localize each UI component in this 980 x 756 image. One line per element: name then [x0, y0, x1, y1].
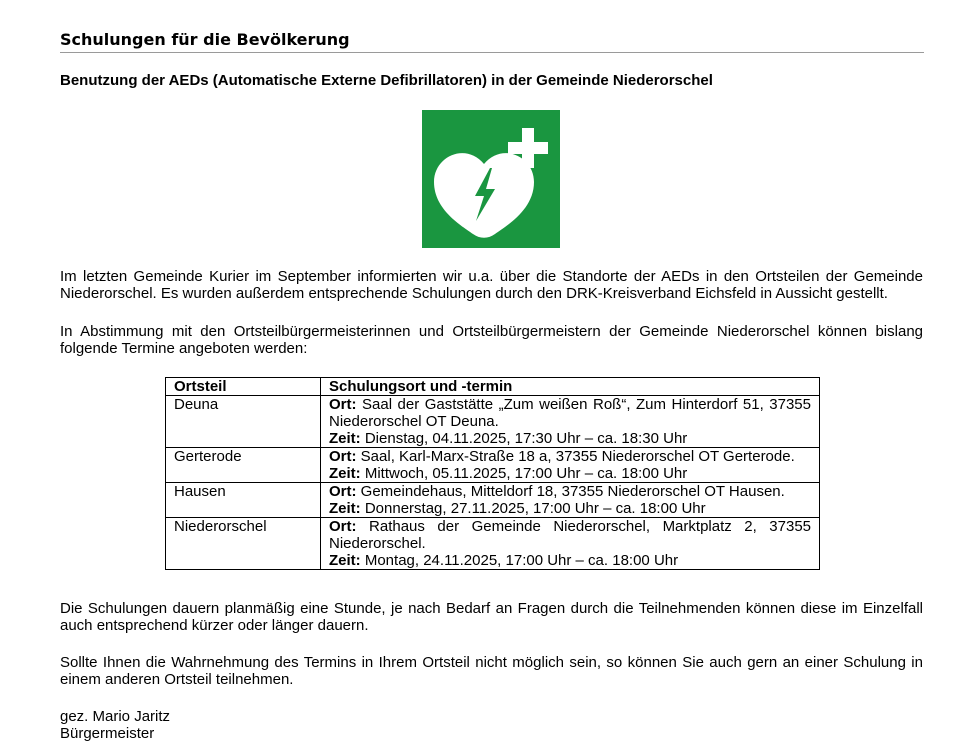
location-text: Saal, Karl-Marx-Straße 18 a, 37355 Niederorschel OT Gerterode.	[360, 448, 795, 465]
signature-role: Bürgermeister	[60, 725, 155, 742]
table-header-row	[166, 378, 820, 396]
ortsteil-cell: Deuna	[166, 396, 321, 448]
time-line	[329, 430, 811, 447]
table-row	[166, 448, 820, 483]
location-text: Saal der Gaststätte „Zum weißen Roß“, Zum Hinterdorf 51, 37355 Niederorschel OT Deuna.	[329, 396, 811, 430]
time-text: Donnerstag, 27.11.2025, 17:00 Uhr – ca. 18:00 Uhr	[364, 500, 706, 517]
zeit-label: Zeit:	[329, 465, 361, 482]
ortsteil-cell: Gerterode	[166, 448, 321, 483]
schedule-table	[165, 377, 820, 570]
zeit-label: Zeit:	[329, 500, 361, 517]
location-text: Gemeindehaus, Mitteldorf 18, 37355 Niederorschel OT Hausen.	[360, 483, 785, 500]
details-cell	[321, 396, 820, 448]
ort-label: Ort:	[329, 518, 357, 535]
zeit-label: Zeit:	[329, 430, 361, 447]
ort-label: Ort:	[329, 396, 357, 413]
signature-name: gez. Mario Jaritz	[60, 708, 171, 725]
duration-paragraph: Die Schulungen dauern planmäßig eine Stunde, je nach Bedarf an Fragen durch die Teilnehmenden können diese im Einzelfall auch entsprechend kürzer oder länger dauern.	[60, 600, 923, 634]
schedule-intro-paragraph: In Abstimmung mit den Ortsteilbürgermeisterinnen und Ortsteilbürgermeistern der Gemeinde Niederorschel können bislang folgende Termine angeboten werden:	[60, 323, 923, 357]
alternative-paragraph: Sollte Ihnen die Wahrnehmung des Termins in Ihrem Ortsteil nicht möglich sein, so können Sie auch gern an einer Schulung in einem anderen Ortsteil teilnehmen.	[60, 654, 923, 688]
time-text: Montag, 24.11.2025, 17:00 Uhr – ca. 18:00 Uhr	[364, 552, 679, 569]
location-line	[329, 483, 811, 500]
time-line	[329, 500, 811, 517]
time-line	[329, 552, 811, 569]
section-subtitle: Benutzung der AEDs (Automatische Externe Defibrillatoren) in der Gemeinde Niederorschel	[60, 72, 713, 89]
ortsteil-cell: Niederorschel	[166, 518, 321, 570]
zeit-label: Zeit:	[329, 552, 361, 569]
time-text: Mittwoch, 05.11.2025, 17:00 Uhr – ca. 18:00 Uhr	[364, 465, 688, 482]
ort-label: Ort:	[329, 448, 357, 465]
signature-block	[60, 708, 170, 742]
location-line	[329, 396, 811, 430]
time-line	[329, 465, 811, 482]
ortsteil-cell: Hausen	[166, 483, 321, 518]
location-line	[329, 518, 811, 552]
table-row	[166, 518, 820, 570]
page-title: Schulungen für die Bevölkerung	[60, 30, 924, 53]
column-header-schulungsort: Schulungsort und -termin	[321, 378, 820, 396]
aed-sign	[422, 110, 560, 248]
ort-label: Ort:	[329, 483, 357, 500]
intro-paragraph: Im letzten Gemeinde Kurier im September informierten wir u.a. über die Standorte der AEDs in den Ortsteilen der Gemeinde Niederorschel. Es wurden außerdem entsprechende Schulungen durch den DRK-Kreisverband Eichsfeld in Aussicht gestellt.	[60, 268, 923, 302]
details-cell	[321, 448, 820, 483]
table-row	[166, 396, 820, 448]
time-text: Dienstag, 04.11.2025, 17:30 Uhr – ca. 18:30 Uhr	[364, 430, 688, 447]
location-line	[329, 448, 811, 465]
details-cell	[321, 518, 820, 570]
table-row	[166, 483, 820, 518]
location-text: Rathaus der Gemeinde Niederorschel, Marktplatz 2, 37355 Niederorschel.	[329, 518, 812, 552]
details-cell	[321, 483, 820, 518]
column-header-ortsteil: Ortsteil	[166, 378, 321, 396]
